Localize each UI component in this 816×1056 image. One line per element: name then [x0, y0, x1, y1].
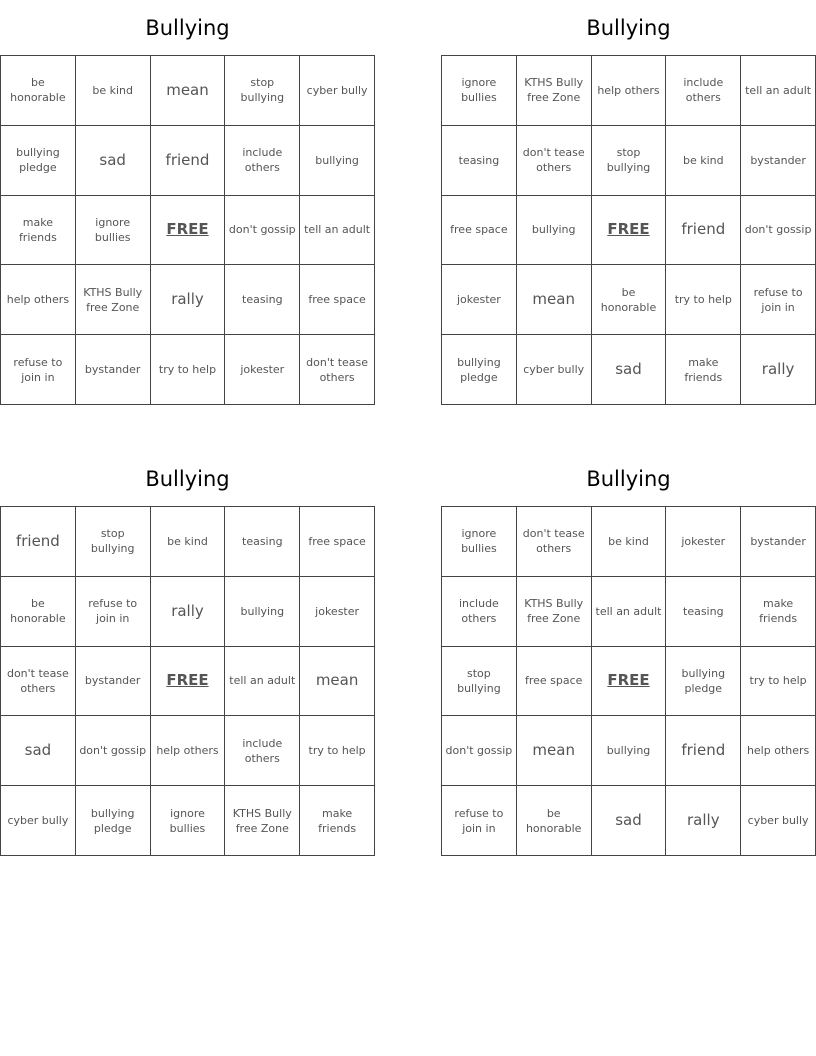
bingo-cell: bullying pledge	[442, 335, 517, 405]
bingo-cell: be honorable	[1, 577, 76, 647]
bingo-grid	[0, 55, 375, 405]
bingo-cell: bullying	[300, 126, 375, 196]
bingo-cell: try to help	[666, 265, 741, 335]
bingo-cell: tell an adult	[741, 56, 816, 126]
bingo-cell: KTHS Bully free Zone	[517, 577, 592, 647]
bingo-cell: bystander	[76, 647, 151, 717]
bingo-cell: rally	[741, 335, 816, 405]
bingo-grid	[0, 506, 375, 856]
bingo-cell: try to help	[151, 335, 226, 405]
bingo-grid	[441, 506, 816, 856]
bingo-cell: don't tease others	[300, 335, 375, 405]
bingo-cell: be kind	[666, 126, 741, 196]
bingo-cell: be kind	[151, 507, 226, 577]
bingo-cell: make friends	[1, 196, 76, 266]
bingo-cell: include others	[225, 716, 300, 786]
bingo-cell: teasing	[225, 507, 300, 577]
bingo-grid	[441, 55, 816, 405]
bingo-cell: be honorable	[592, 265, 667, 335]
bingo-cell: ignore bullies	[76, 196, 151, 266]
bingo-cell: stop bullying	[442, 647, 517, 717]
bingo-cell: stop bullying	[225, 56, 300, 126]
bingo-cell: free space	[300, 507, 375, 577]
bingo-cell: teasing	[666, 577, 741, 647]
bingo-cell: free space	[442, 196, 517, 266]
card-title: Bullying	[145, 467, 230, 491]
bingo-cell: help others	[741, 716, 816, 786]
bingo-cell: bullying pledge	[666, 647, 741, 717]
bingo-cell: jokester	[300, 577, 375, 647]
bingo-cell: tell an adult	[225, 647, 300, 717]
bingo-cell: include others	[442, 577, 517, 647]
bingo-cell: teasing	[225, 265, 300, 335]
bingo-cell: include others	[225, 126, 300, 196]
bingo-cell: be kind	[592, 507, 667, 577]
free-cell: FREE	[151, 196, 226, 266]
bingo-cell: cyber bully	[517, 335, 592, 405]
free-cell: FREE	[592, 196, 667, 266]
bingo-cell: try to help	[300, 716, 375, 786]
bingo-cell: don't gossip	[741, 196, 816, 266]
bingo-cell: mean	[151, 56, 226, 126]
bingo-cell: make friends	[741, 577, 816, 647]
bingo-cell: bystander	[741, 126, 816, 196]
bingo-cell: friend	[666, 716, 741, 786]
bingo-cell: be kind	[76, 56, 151, 126]
bingo-cell: friend	[666, 196, 741, 266]
free-cell: FREE	[151, 647, 226, 717]
bingo-cell: stop bullying	[592, 126, 667, 196]
bingo-cell: jokester	[666, 507, 741, 577]
bingo-cell: mean	[517, 265, 592, 335]
bingo-cell: don't tease others	[1, 647, 76, 717]
bingo-cell: sad	[1, 716, 76, 786]
bingo-cell: free space	[517, 647, 592, 717]
bingo-cell: ignore bullies	[442, 507, 517, 577]
bingo-cell: KTHS Bully free Zone	[76, 265, 151, 335]
bingo-cell: bullying	[592, 716, 667, 786]
bingo-cell: free space	[300, 265, 375, 335]
bingo-cell: don't gossip	[76, 716, 151, 786]
bingo-cell: ignore bullies	[442, 56, 517, 126]
bingo-cell: KTHS Bully free Zone	[225, 786, 300, 856]
card-title: Bullying	[586, 467, 671, 491]
bingo-cell: don't gossip	[225, 196, 300, 266]
bingo-cell: help others	[151, 716, 226, 786]
bingo-cell: bullying pledge	[1, 126, 76, 196]
bingo-cell: include others	[666, 56, 741, 126]
card-title: Bullying	[145, 16, 230, 40]
free-cell: FREE	[592, 647, 667, 717]
bingo-cell: tell an adult	[300, 196, 375, 266]
bingo-cell: don't tease others	[517, 507, 592, 577]
bingo-cell: tell an adult	[592, 577, 667, 647]
bingo-cell: bullying pledge	[76, 786, 151, 856]
bingo-cell: refuse to join in	[442, 786, 517, 856]
bingo-cell: cyber bully	[741, 786, 816, 856]
bingo-cell: refuse to join in	[76, 577, 151, 647]
bingo-cell: KTHS Bully free Zone	[517, 56, 592, 126]
bingo-cell: help others	[1, 265, 76, 335]
bingo-cell: jokester	[225, 335, 300, 405]
bingo-cell: mean	[300, 647, 375, 717]
bingo-cell: rally	[151, 577, 226, 647]
bingo-cell: refuse to join in	[1, 335, 76, 405]
bingo-cell: bullying	[225, 577, 300, 647]
bingo-cell: be honorable	[517, 786, 592, 856]
bingo-cell: teasing	[442, 126, 517, 196]
bingo-cell: friend	[151, 126, 226, 196]
bingo-cell: rally	[666, 786, 741, 856]
bingo-cell: make friends	[666, 335, 741, 405]
bingo-cell: sad	[592, 786, 667, 856]
bingo-cell: jokester	[442, 265, 517, 335]
bingo-cell: cyber bully	[1, 786, 76, 856]
bingo-cell: rally	[151, 265, 226, 335]
bingo-cell: be honorable	[1, 56, 76, 126]
bingo-cell: sad	[76, 126, 151, 196]
bingo-cell: don't gossip	[442, 716, 517, 786]
bingo-cell: try to help	[741, 647, 816, 717]
bingo-cell: refuse to join in	[741, 265, 816, 335]
card-title: Bullying	[586, 16, 671, 40]
bingo-cell: bullying	[517, 196, 592, 266]
bingo-cell: bystander	[76, 335, 151, 405]
bingo-cell: stop bullying	[76, 507, 151, 577]
bingo-cell: friend	[1, 507, 76, 577]
bingo-cell: mean	[517, 716, 592, 786]
bingo-cell: sad	[592, 335, 667, 405]
bingo-cell: don't tease others	[517, 126, 592, 196]
bingo-cell: bystander	[741, 507, 816, 577]
bingo-cell: help others	[592, 56, 667, 126]
bingo-cell: cyber bully	[300, 56, 375, 126]
bingo-cell: make friends	[300, 786, 375, 856]
bingo-cell: ignore bullies	[151, 786, 226, 856]
